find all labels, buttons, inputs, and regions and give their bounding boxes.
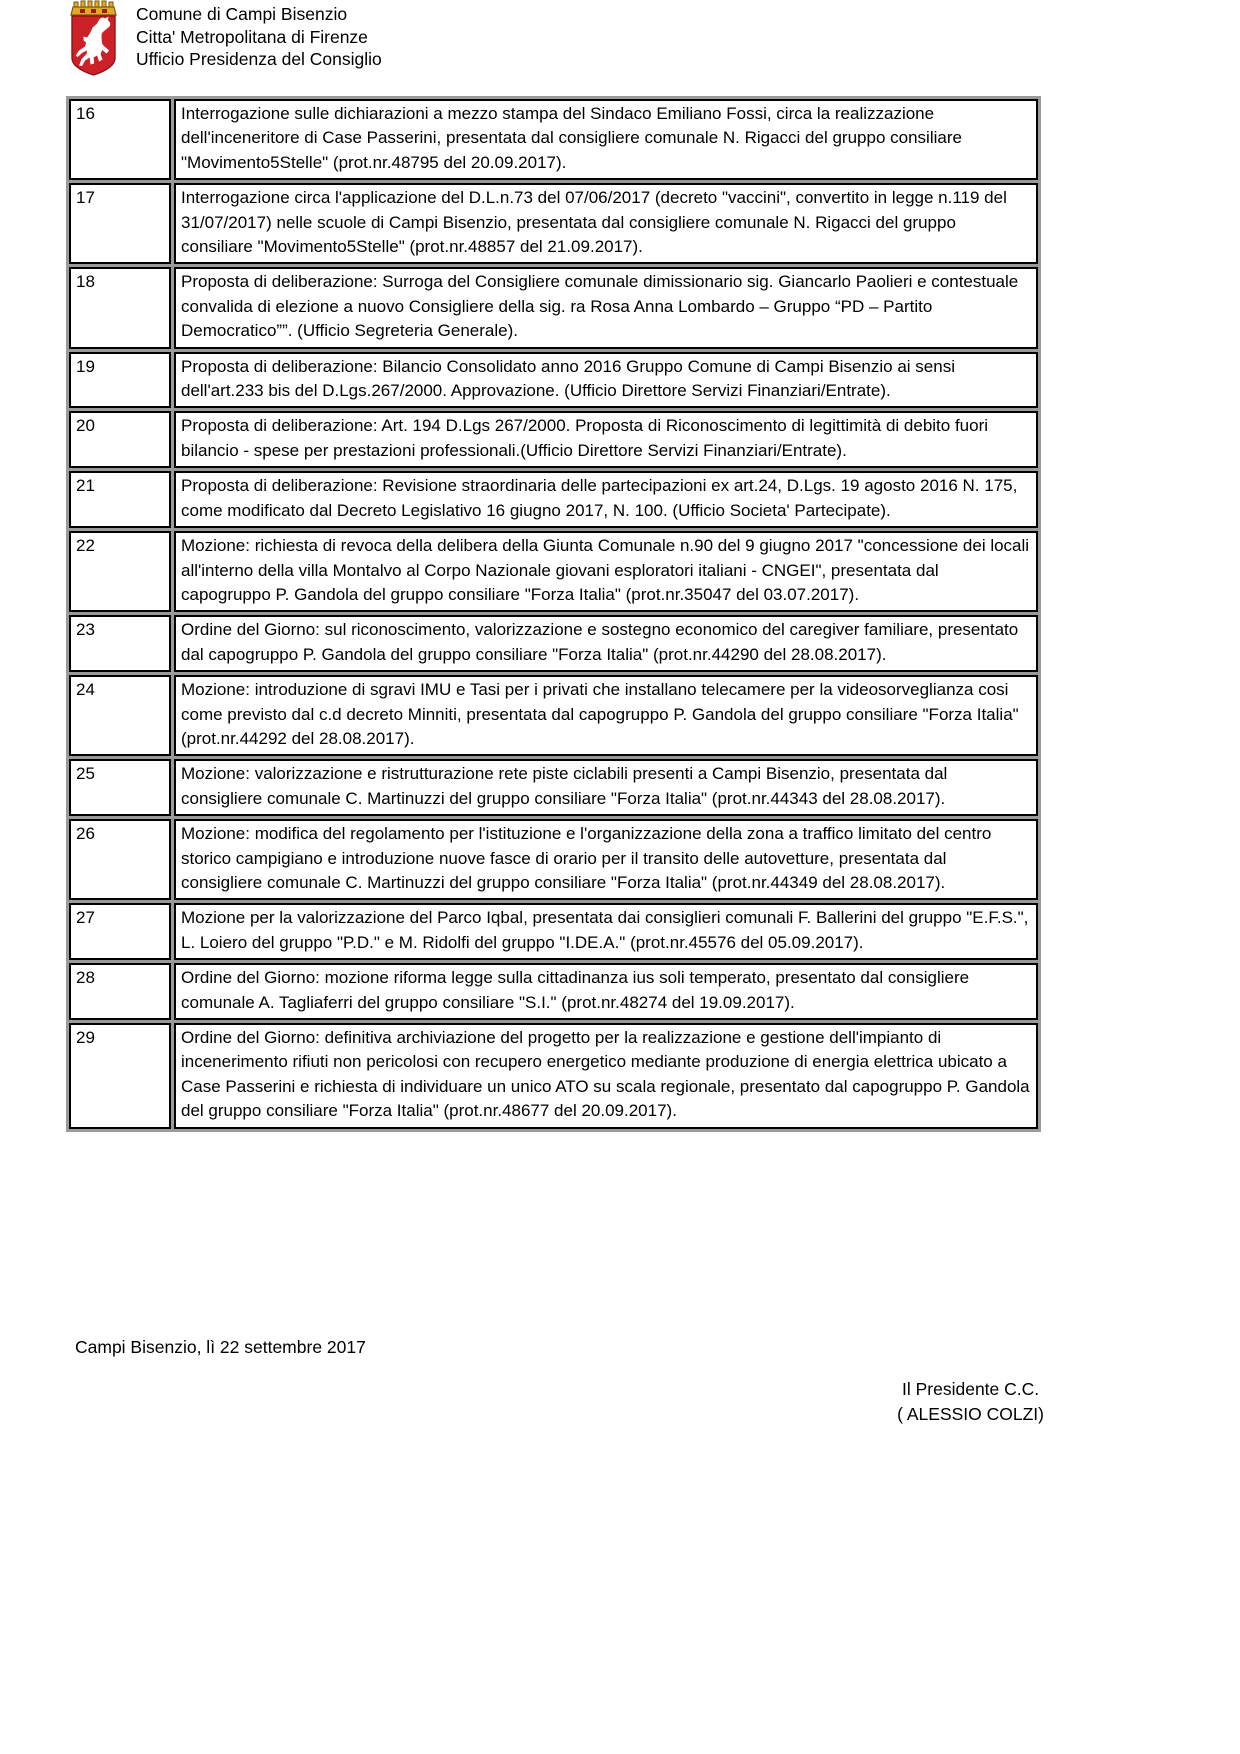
agenda-item-text: Mozione: richiesta di revoca della delibera della Giunta Comunale n.90 del 9 giugno 2017 "concessione dei locali all'interno della villa Montalvo al Corpo Nazionale giovani esploratori italiani - CNGEI", presentata dal capogruppo P. Gandola del gruppo consiliare "Forza Italia" (prot.nr.35047 del 03.07.2017). bbox=[174, 531, 1038, 612]
shield-icon bbox=[72, 16, 115, 75]
table-row bbox=[69, 903, 1038, 960]
agenda-table bbox=[66, 96, 1041, 1132]
document-header bbox=[66, 0, 382, 76]
agenda-item-text: Mozione per la valorizzazione del Parco Iqbal, presentata dai consiglieri comunali F. Ballerini del gruppo "E.F.S.", L. Loiero del gruppo "P.D." e M. Ridolfi del gruppo "I.DE.A." (prot.nr.45576 del 05.09.2017). bbox=[174, 903, 1038, 960]
table-row bbox=[69, 1023, 1038, 1129]
table-row bbox=[69, 183, 1038, 264]
agenda-item-text: Ordine del Giorno: mozione riforma legge sulla cittadinanza ius soli temperato, presentato dal consigliere comunale A. Tagliaferri del gruppo consiliare "S.I." (prot.nr.48274 del 19.09.2017). bbox=[174, 963, 1038, 1020]
table-row bbox=[69, 675, 1038, 756]
agenda-item-number: 27 bbox=[69, 903, 171, 960]
agenda-item-number: 24 bbox=[69, 675, 171, 756]
coat-of-arms-icon bbox=[66, 0, 124, 76]
table-row bbox=[69, 352, 1038, 409]
table-row bbox=[69, 411, 1038, 468]
agenda-item-text: Proposta di deliberazione: Surroga del Consigliere comunale dimissionario sig. Giancarlo Paolieri e contestuale convalida di elezione a nuovo Consigliere della sig. ra Rosa Anna Lombardo – Gruppo “PD – Partito Democratico””. (Ufficio Segreteria Generale). bbox=[174, 267, 1038, 348]
agenda-item-text: Ordine del Giorno: definitiva archiviazione del progetto per la realizzazione e gestione dell'impianto di incenerimento rifiuti non pericolosi con recupero energetico mediante produzione di energia elettrica ubicato a Case Passerini e richiesta di individuare un unico ATO su scala regionale, presentato dal capogruppo P. Gandola del gruppo consiliare "Forza Italia" (prot.nr.48677 del 20.09.2017). bbox=[174, 1023, 1038, 1129]
table-row bbox=[69, 759, 1038, 816]
agenda-item-text: Proposta di deliberazione: Art. 194 D.Lgs 267/2000. Proposta di Riconoscimento di legittimità di debito fuori bilancio - spese per prestazioni professionali.(Ufficio Direttore Servizi Finanziari/Entrate). bbox=[174, 411, 1038, 468]
table-row bbox=[69, 819, 1038, 900]
agenda-item-number: 29 bbox=[69, 1023, 171, 1129]
agenda-item-text: Proposta di deliberazione: Bilancio Consolidato anno 2016 Gruppo Comune di Campi Bisenzio ai sensi dell'art.233 bis del D.Lgs.267/2000. Approvazione. (Ufficio Direttore Servizi Finanziari/Entrate). bbox=[174, 352, 1038, 409]
table-row bbox=[69, 615, 1038, 672]
org-name-block bbox=[136, 0, 382, 71]
agenda-item-number: 25 bbox=[69, 759, 171, 816]
agenda-item-number: 26 bbox=[69, 819, 171, 900]
agenda-item-text: Interrogazione sulle dichiarazioni a mezzo stampa del Sindaco Emiliano Fossi, circa la realizzazione dell'inceneritore di Case Passerini, presentata dal consigliere comunale N. Rigacci del gruppo consiliare "Movimento5Stelle" (prot.nr.48795 del 20.09.2017). bbox=[174, 99, 1038, 180]
table-row bbox=[69, 471, 1038, 528]
agenda-item-text: Interrogazione circa l'applicazione del D.L.n.73 del 07/06/2017 (decreto "vaccini", convertito in legge n.119 del 31/07/2017) nelle scuole di Campi Bisenzio, presentata dal consigliere comunale N. Rigacci del gruppo consiliare "Movimento5Stelle" (prot.nr.48857 del 21.09.2017). bbox=[174, 183, 1038, 264]
agenda-item-number: 28 bbox=[69, 963, 171, 1020]
agenda-table-container bbox=[66, 96, 1041, 1132]
table-row bbox=[69, 531, 1038, 612]
agenda-item-text: Mozione: introduzione di sgravi IMU e Tasi per i privati che installano telecamere per la videosorveglianza cosi come previsto dal c.d decreto Minniti, presentata dal capogruppo P. Gandola del gruppo consiliare "Forza Italia" (prot.nr.44292 del 28.08.2017). bbox=[174, 675, 1038, 756]
crown-icon bbox=[71, 1, 116, 15]
agenda-item-text: Proposta di deliberazione: Revisione straordinaria delle partecipazioni ex art.24, D.Lgs. 19 agosto 2016 N. 175, come modificato dal Decreto Legislativo 16 giugno 2017, N. 100. (Ufficio Societa' Partecipate). bbox=[174, 471, 1038, 528]
agenda-item-text: Mozione: modifica del regolamento per l'istituzione e l'organizzazione della zona a traffico limitato del centro storico campigiano e introduzione nuove fasce di orario per il transito delle autovetture, presentata dal consigliere comunale C. Martinuzzi del gruppo consiliare "Forza Italia" (prot.nr.44349 del 28.08.2017). bbox=[174, 819, 1038, 900]
org-line-3: Ufficio Presidenza del Consiglio bbox=[136, 49, 382, 69]
signature-title: Il Presidente C.C. bbox=[902, 1379, 1040, 1399]
agenda-item-number: 19 bbox=[69, 352, 171, 409]
org-line-1: Comune di Campi Bisenzio bbox=[136, 4, 348, 24]
table-row bbox=[69, 267, 1038, 348]
agenda-item-number: 16 bbox=[69, 99, 171, 180]
agenda-item-text: Ordine del Giorno: sul riconoscimento, valorizzazione e sostegno economico del caregiver familiare, presentato dal capogruppo P. Gandola del gruppo consiliare "Forza Italia" (prot.nr.44290 del 28.08.2017). bbox=[174, 615, 1038, 672]
agenda-item-text: Mozione: valorizzazione e ristrutturazione rete piste ciclabili presenti a Campi Bisenzio, presentata dal consigliere comunale C. Martinuzzi del gruppo consiliare "Forza Italia" (prot.nr.44343 del 28.08.2017). bbox=[174, 759, 1038, 816]
org-line-2: Citta' Metropolitana di Firenze bbox=[136, 26, 368, 47]
agenda-item-number: 17 bbox=[69, 183, 171, 264]
agenda-item-number: 18 bbox=[69, 267, 171, 348]
table-row bbox=[69, 963, 1038, 1020]
agenda-item-number: 21 bbox=[69, 471, 171, 528]
place-date-line: Campi Bisenzio, lì 22 settembre 2017 bbox=[75, 1337, 366, 1357]
signature-block bbox=[897, 1377, 1044, 1427]
agenda-item-number: 20 bbox=[69, 411, 171, 468]
signature-name: ( ALESSIO COLZI) bbox=[897, 1404, 1044, 1424]
agenda-item-number: 23 bbox=[69, 615, 171, 672]
agenda-item-number: 22 bbox=[69, 531, 171, 612]
table-row bbox=[69, 99, 1038, 180]
